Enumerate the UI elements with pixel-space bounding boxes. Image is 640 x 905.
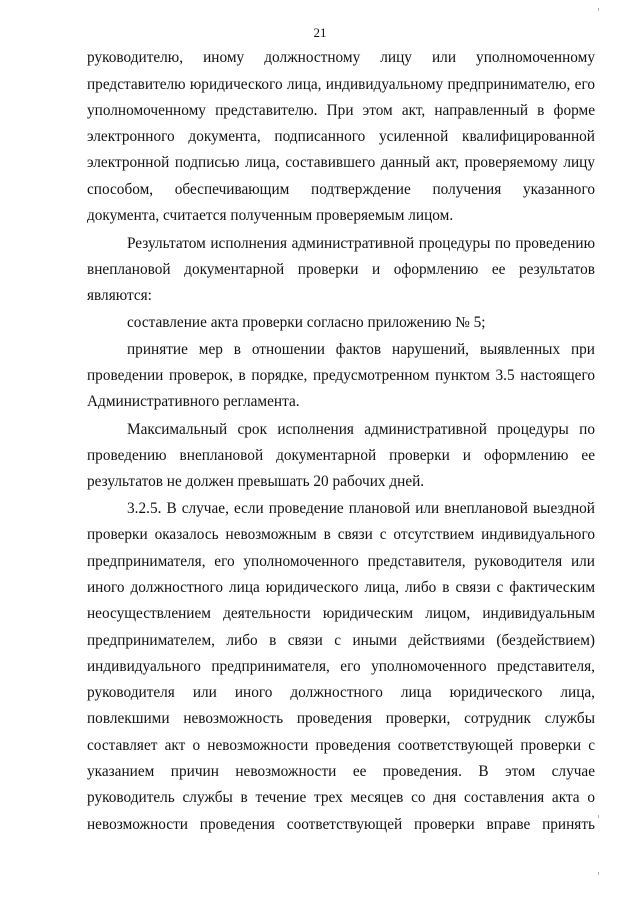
text-line: 3.2.5. В случае, если проведение плановой или внеплановой выездной (127, 500, 595, 517)
text-line: Максимальный срок исполнения административной процедуры по (127, 421, 595, 438)
text-line: внеплановой документарной проверки и оформлению ее результатов (87, 261, 595, 278)
text-line: индивидуального предпринимателя, его уполномоченного представителя, (87, 657, 595, 675)
text-line: невозможности проведения соответствующей проверки вправе принять (87, 815, 595, 833)
text-line: предпринимателя, его уполномоченного представителя, руководителя или (87, 552, 595, 570)
scan-speck (598, 815, 599, 818)
text-line: документа, считается полученным проверяемым лицом. (87, 207, 454, 224)
text-line: предпринимателем, либо в связи с иными действиями (бездействием) (87, 631, 595, 649)
text-line: представителю юридического лица, индивидуальному предпринимателю, его (87, 76, 595, 93)
text-line: проверки оказалось невозможным в связи с отсутствием индивидуального (87, 526, 595, 544)
scan-speck (598, 8, 599, 11)
text-line: иного должностного лица юридического лица, либо в связи с фактическим (87, 578, 595, 596)
text-line: являются: (87, 287, 152, 304)
text-line: руководитель службы в течение трех месяцев со дня составления акта о (87, 789, 595, 807)
text-line: составляет акт о невозможности проведения соответствующей проверки с (87, 736, 595, 754)
text-line: принятие мер в отношении фактов нарушений, выявленных при (127, 341, 595, 358)
text-line: результатов не должен превышать 20 рабочих дней. (87, 473, 425, 490)
text-line: руководителю, иному должностному лицу или уполномоченному (87, 49, 595, 66)
text-line: Административного регламента. (87, 393, 300, 410)
text-line: проведении проверок, в порядке, предусмотренном пунктом 3.5 настоящего (87, 367, 595, 384)
text-line: руководителя или иного должностного лица юридического лица, (87, 684, 595, 702)
scan-speck (598, 872, 599, 875)
text-line: электронной подписью лица, составившего данный акт, проверяемому лицу (87, 154, 595, 171)
text-line: указанием причин невозможности ее проведения. В этом случае (87, 763, 595, 780)
text-line: проведению внеплановой документарной проверки и оформлению ее (87, 447, 595, 464)
text-line: составление акта проверки согласно приложению № 5; (127, 314, 486, 331)
text-line: электронного документа, подписанного усиленной квалифицированной (87, 128, 595, 145)
text-line: способом, обеспечивающим подтверждение получения указанного (87, 181, 595, 198)
text-line: Результатом исполнения административной процедуры по проведению (127, 235, 595, 252)
text-line: неосуществлением деятельности юридическим лицом, индивидуальным (87, 605, 595, 623)
text-line: повлекшими невозможность проведения проверки, сотрудник службы (87, 710, 595, 728)
page-number: 21 (313, 25, 327, 40)
text-line: уполномоченному представителю. При этом акт, направленный в форме (87, 102, 595, 119)
